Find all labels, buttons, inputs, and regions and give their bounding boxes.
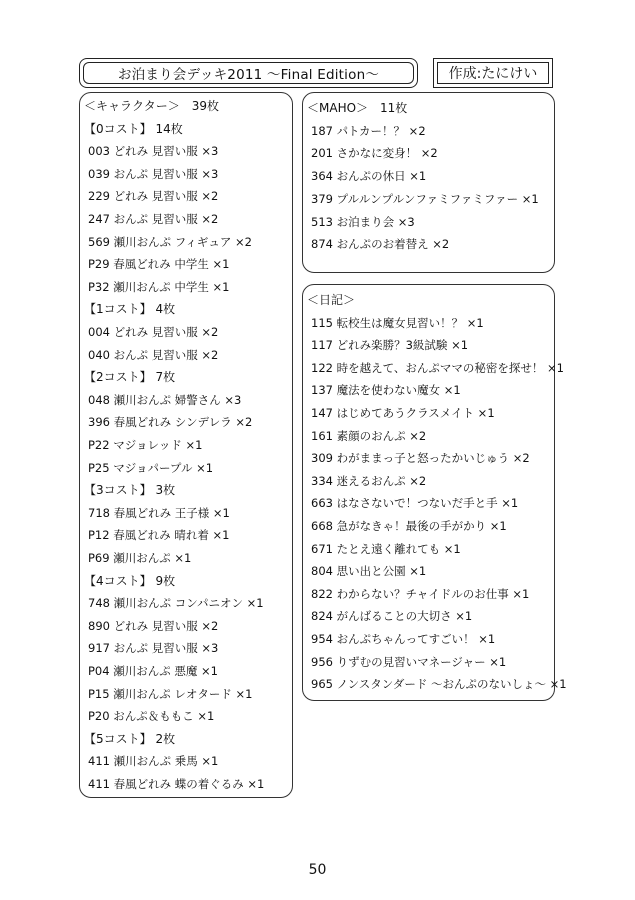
list-item: 822 わからない？チャイドルのお仕事 ×1 (311, 586, 530, 601)
list-item: P15 瀬川おんぷ レオタード ×1 (88, 686, 253, 701)
list-item: P04 瀬川おんぷ 悪魔 ×1 (88, 664, 218, 678)
list-item: 122 時を越えて、おんぷママの秘密を探せ！ ×1 (311, 360, 564, 375)
list-item: 309 わがままっ子と怒ったかいじゅう ×2 (311, 451, 530, 466)
list-item: P25 マジョパープル ×1 (88, 460, 214, 475)
list-item: 668 急がなきゃ！最後の手がかり ×1 (311, 519, 507, 533)
section-heading: 【2コスト】 7枚 (84, 370, 176, 385)
deck-title (79, 58, 418, 88)
list-item: 004 どれみ 見習い服 ×2 (88, 325, 219, 339)
list-item: 965 ノンスタンダード ～おんぷのないしょ～ ×1 (311, 677, 567, 692)
list-item: P69 瀬川おんぷ ×1 (88, 551, 192, 565)
list-item: 663 はなさないで！つないだ手と手 ×1 (311, 496, 519, 511)
section-heading: 【3コスト】 3枚 (84, 483, 176, 498)
section-heading: ＜日記＞ (307, 293, 356, 307)
list-item: 379 プルルンプルンファミファミファー ×1 (311, 191, 539, 206)
list-item: 247 おんぷ 見習い服 ×2 (88, 212, 219, 226)
maho-list-panel (302, 92, 555, 273)
section-heading: 【1コスト】 4枚 (84, 302, 176, 317)
list-item: P22 マジョレッド ×1 (88, 438, 203, 452)
list-item: 117 どれみ楽勝？3級試験 ×1 (311, 338, 469, 353)
list-item: 334 迷えるおんぷ ×2 (311, 473, 427, 488)
list-item: P20 おんぷ＆ももこ ×1 (88, 709, 215, 724)
section-heading: 【4コスト】 9枚 (84, 573, 176, 588)
list-item: 161 素顔のおんぷ ×2 (311, 428, 427, 443)
list-item: 874 おんぷのお着替え ×2 (311, 237, 450, 252)
list-item: 201 さかなに変身！ ×2 (311, 146, 438, 161)
section-heading: 【0コスト】 14枚 (84, 121, 183, 136)
list-item: P12 春風どれみ 晴れ着 ×1 (88, 528, 230, 543)
list-item: 718 春風どれみ 王子様 ×1 (88, 505, 230, 520)
author-text: 作成:たにけい (448, 66, 538, 82)
list-item: P32 瀬川おんぷ 中学生 ×1 (88, 279, 230, 294)
list-item: 040 おんぷ 見習い服 ×2 (88, 347, 219, 362)
list-item: 048 瀬川おんぷ 婦警さん ×3 (88, 392, 242, 407)
section-heading: 【5コスト】 2枚 (84, 731, 176, 746)
list-item: 364 おんぷの休日 ×1 (311, 169, 427, 184)
list-item: 890 どれみ 見習い服 ×2 (88, 618, 219, 633)
list-item: 115 転校生は魔女見習い！？ ×1 (311, 315, 484, 330)
list-item: 147 はじめてあうクラスメイト ×1 (311, 406, 495, 420)
section-heading: ＜MAHO＞ 11枚 (307, 101, 408, 115)
list-item: 003 どれみ 見習い服 ×3 (88, 144, 219, 159)
list-item: 569 瀬川おんぷ フィギュア ×2 (88, 234, 252, 249)
list-item: 956 りずむの見習いマネージャー ×1 (311, 654, 507, 669)
page-number: 50 (308, 862, 327, 878)
section-heading: ＜キャラクター＞ 39枚 (84, 99, 220, 113)
character-list-panel (79, 92, 293, 798)
list-item: 824 がんばることの大切さ ×1 (311, 609, 473, 624)
list-item: 039 おんぷ 見習い服 ×3 (88, 166, 219, 181)
list-item: 137 魔法を使わない魔女 ×1 (311, 383, 461, 398)
list-item: 804 思い出と公園 ×1 (311, 564, 427, 579)
list-item: 954 おんぷちゃんってすごい！ ×1 (311, 632, 496, 646)
list-item: P29 春風どれみ 中学生 ×1 (88, 257, 230, 272)
author-label (433, 58, 553, 88)
list-item: 396 春風どれみ シンデレラ ×2 (88, 415, 253, 430)
diary-list-panel (302, 284, 567, 701)
deck-title-text: お泊まり会デッキ2011 ～Final Edition～ (117, 67, 380, 83)
list-item: 671 たとえ遠く離れても ×1 (311, 541, 461, 556)
list-item: 748 瀬川おんぷ コンパニオン ×1 (88, 596, 264, 611)
list-item: 411 春風どれみ 蝶の着ぐるみ ×1 (88, 777, 265, 791)
list-item: 187 パトカー！？ ×2 (311, 123, 426, 138)
list-item: 411 瀬川おんぷ 乗馬 ×1 (88, 754, 219, 769)
list-item: 513 お泊まり会 ×3 (311, 214, 415, 229)
list-item: 229 どれみ 見習い服 ×2 (88, 189, 219, 204)
list-item: 917 おんぷ 見習い服 ×3 (88, 641, 219, 656)
